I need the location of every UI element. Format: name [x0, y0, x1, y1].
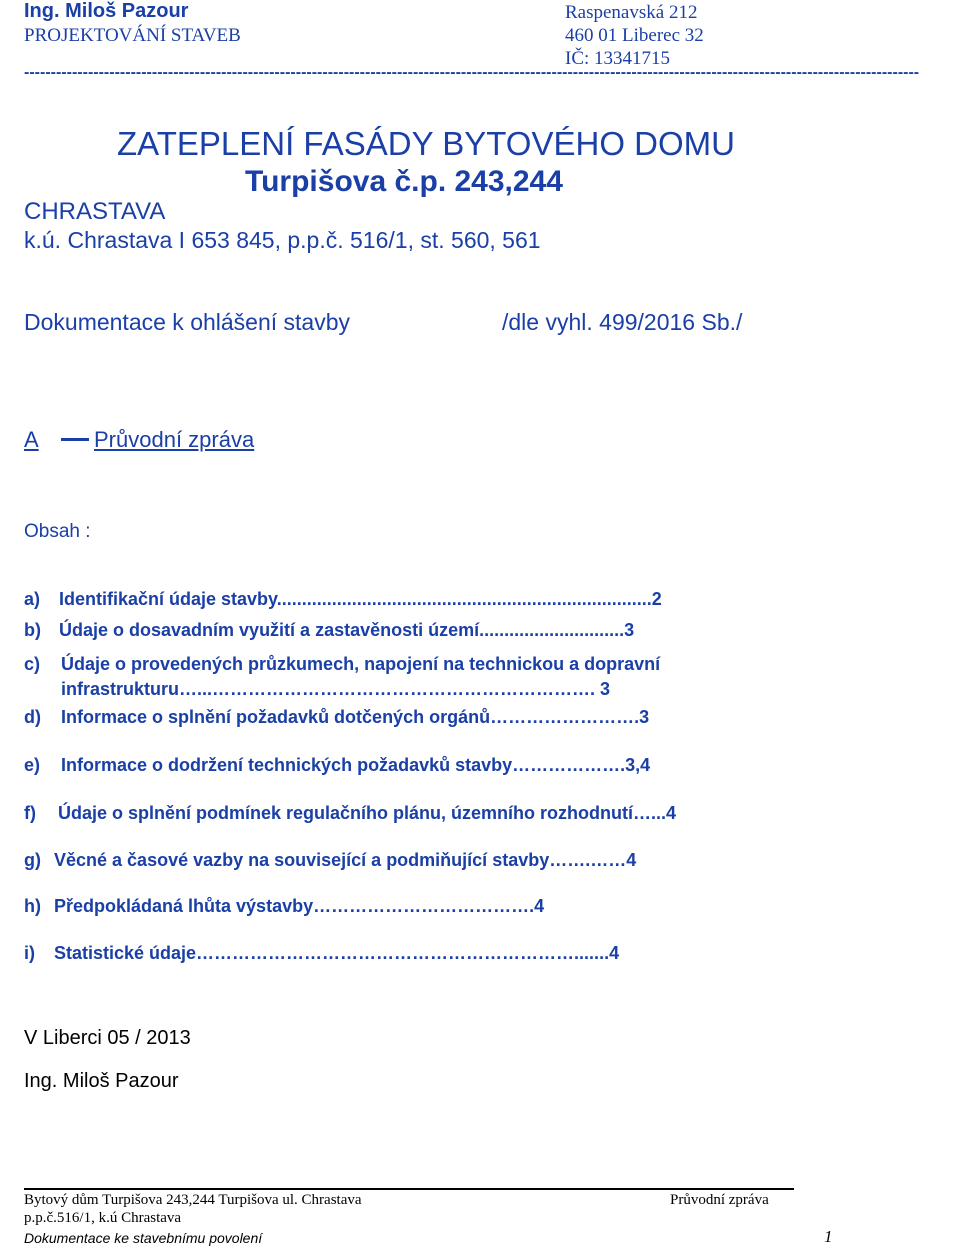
documentation-type: Dokumentace k ohlášení stavby: [24, 309, 351, 335]
toc-item-label: i): [24, 943, 35, 963]
toc-item-label: b): [24, 620, 41, 640]
toc-item-text: Identifikační údaje stavby...........................................................................2: [59, 589, 662, 609]
footer-doc-type: Dokumentace ke stavebnímu povolení: [24, 1230, 263, 1246]
toc-item-label: d): [24, 707, 41, 727]
header-profession: PROJEKTOVÁNÍ STAVEB: [24, 25, 241, 46]
header-company-id: IČ: 13341715: [565, 48, 671, 69]
signature-name: Ing. Miloš Pazour: [24, 1070, 179, 1092]
toc-item-text: Údaje o splnění podmínek regulačního plánu, územního rozhodnutí…...4: [58, 803, 677, 823]
project-city: CHRASTAVA: [24, 198, 166, 225]
footer-project: Bytový dům Turpišova 243,244 Turpišova ul. Chrastava: [24, 1192, 362, 1208]
header-street: Raspenavská 212: [565, 2, 698, 23]
part-letter: A: [24, 427, 39, 452]
part-title: Průvodní zpráva: [94, 427, 255, 452]
toc-item-text: infrastrukturu…...………………………………………………………. 3: [61, 679, 611, 699]
footer-parcel: p.p.č.516/1, k.ú Chrastava: [24, 1210, 182, 1226]
toc-item-label: a): [24, 589, 41, 609]
header-author: Ing. Miloš Pazour: [24, 0, 189, 22]
project-cadastral: k.ú. Chrastava I 653 845, p.p.č. 516/1, st. 560, 561: [24, 227, 541, 253]
header-city: 460 01 Liberec 32: [565, 25, 704, 46]
toc-item-text: Informace o splnění požadavků dotčených orgánů…………………….3: [61, 707, 650, 727]
footer-section: Průvodní zpráva: [670, 1192, 769, 1208]
footer-divider: [24, 1188, 794, 1190]
header-separator: ------------------------------------------------------------------------------------------------------------------------------------------------------------------------: [24, 64, 920, 81]
toc-item-label: c): [24, 654, 41, 674]
footer-page-number: 1: [824, 1227, 833, 1246]
toc-item-label: e): [24, 755, 41, 775]
project-title: ZATEPLENÍ FASÁDY BYTOVÉHO DOMU: [117, 125, 735, 162]
part-dash-divider: [61, 438, 89, 441]
toc-item-text: Předpokládaná lhůta výstavby……………………………….4: [54, 896, 545, 916]
toc-item-text: Údaje o dosavadním využití a zastavěnosti území.............................3: [59, 620, 635, 640]
contents-label: Obsah :: [24, 521, 91, 542]
toc-item-label: h): [24, 896, 41, 916]
toc-item-text: Údaje o provedených průzkumech, napojení na technickou a dopravní: [61, 654, 661, 674]
toc-item-label: g): [24, 850, 41, 870]
documentation-regulation: /dle vyhl. 499/2016 Sb./: [502, 309, 743, 335]
toc-item-text: Věcné a časové vazby na související a podmiňující stavby…….……4: [54, 850, 637, 870]
toc-item-label: f): [24, 803, 36, 823]
toc-item-text: Informace o dodržení technických požadavků stavby……………….3,4: [61, 755, 651, 775]
place-and-date: V Liberci 05 / 2013: [24, 1027, 191, 1049]
project-address: Turpišova č.p. 243,244: [245, 165, 563, 198]
toc-item-text: Statistické údaje……………………………………………………….......4: [54, 943, 620, 963]
table-of-contents: [24, 589, 804, 969]
